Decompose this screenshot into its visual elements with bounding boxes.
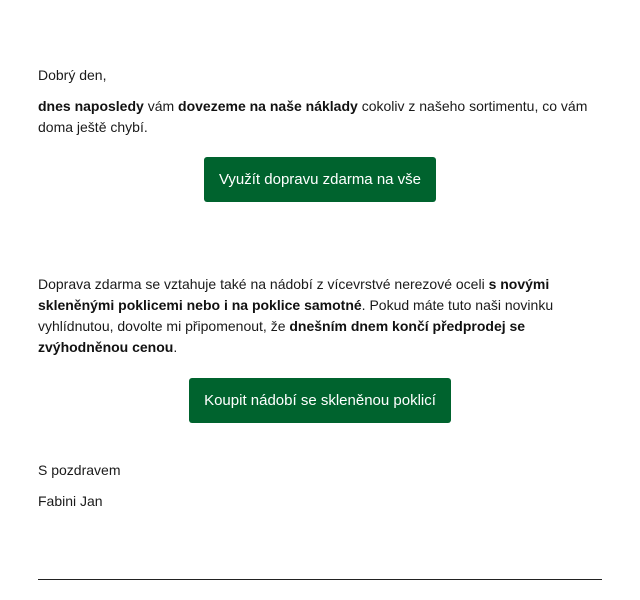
cta-buy-cookware-container [38,378,602,423]
greeting: Dobrý den, [38,67,107,83]
intro-emphasis-delivery: dovezeme na naše náklady [178,98,358,114]
details-text-3: . [173,339,178,355]
intro-emphasis-today: dnes naposledy [38,98,144,114]
details-text-2: . Pokud máte tuto naši novinku vyhlídnutou, dovolte mi připomenout, že [38,297,554,334]
details-paragraph [38,274,602,358]
intro-text-2: cokoliv z našeho sortimentu, co vám doma ještě chybí. [38,98,588,135]
cta-buy-cookware-button[interactable]: Koupit nádobí se skleněnou poklicí [189,378,451,423]
details-emphasis-lids: s novými skleněnými poklicemi nebo i na poklice samotné [38,276,550,313]
intro-paragraph [38,96,602,138]
details-text-1: Doprava zdarma se vztahuje také na nádobí z vícevrstvé nerezové oceli [38,276,489,292]
signature: Fabini Jan [38,493,103,509]
cta-free-delivery-button[interactable]: Využít dopravu zdarma na vše [204,157,436,202]
details-emphasis-presale: dnešním dnem končí předprodej se zvýhodněnou cenou [38,318,526,355]
cta-free-delivery-container [38,157,602,202]
closing-salutation: S pozdravem [38,462,121,478]
footer-divider [38,579,602,580]
intro-text-1: vám [143,98,179,114]
